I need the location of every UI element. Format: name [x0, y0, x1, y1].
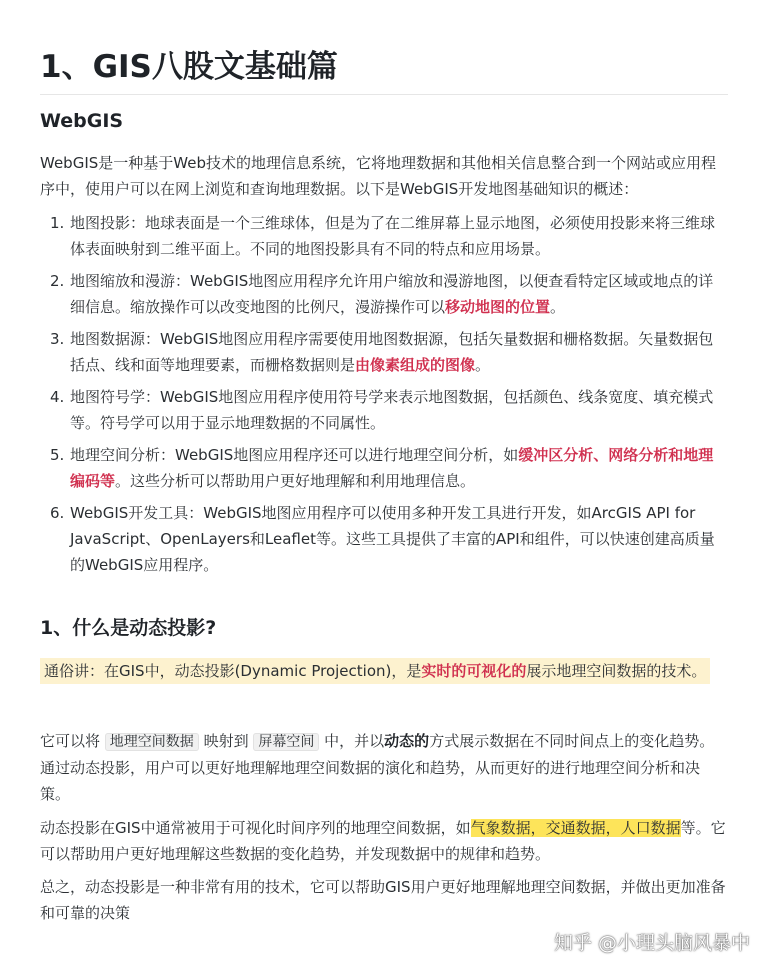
- inline-code-screen-space: 屏幕空间: [253, 733, 319, 751]
- section-heading-dynamic-projection: 1、什么是动态投影?: [40, 617, 217, 639]
- highlight-text: 移动地图的位置: [445, 298, 551, 316]
- bold-text: 动态的: [384, 732, 430, 750]
- list-item: 3. 地图数据源：WebGIS地图应用程序需要使用地图数据源，包括矢量数据和栅格数据。矢量数据包括点、线和面等地理要素，而栅格数据则是由像素组成的图像。: [50, 330, 714, 374]
- paragraph-usage: 动态投影在GIS中通常被用于可视化时间序列的地理空间数据，如气象数据，交通数据，人口数据等。它可以帮助用户更好地理解这些数据的变化趋势，并发现数据中的规律和趋势。: [40, 819, 726, 863]
- list-item: 6. WebGIS开发工具：WebGIS地图应用程序可以使用多种开发工具进行开发，如ArcGIS API for JavaScript、OpenLayers和Leaflet等。这些工具提供了丰富的API和组件，可以快速创建高质量的WebGIS应用程序。: [50, 504, 715, 574]
- intro-paragraph: WebGIS是一种基于Web技术的地理信息系统，它将地理数据和其他相关信息整合到一个网站或应用程序中，使用户可以在网上浏览和查询地理数据。以下是WebGIS开发地图基础知识的概述：: [40, 154, 716, 198]
- marked-text: 气象数据，交通数据，人口数据: [470, 819, 681, 837]
- list-item: 5. 地理空间分析：WebGIS地图应用程序还可以进行地理空间分析，如缓冲区分析、网络分析和地理编码等。这些分析可以帮助用户更好地理解和利用地理信息。: [50, 446, 714, 490]
- highlighted-quote: 通俗讲：在GIS中，动态投影(Dynamic Projection)，是实时的可视化的展示地理空间数据的技术。: [40, 658, 710, 684]
- inline-code-geodata: 地理空间数据: [105, 733, 199, 751]
- list-item: 4. 地图符号学：WebGIS地图应用程序使用符号学来表示地图数据，包括颜色、线条宽度、填充模式等。符号学可以用于显示地理数据的不同属性。: [50, 388, 714, 432]
- paragraph-mapping: 它可以将 地理空间数据 映射到 屏幕空间 中，并以动态的方式展示数据在不同时间点上的变化趋势。通过动态投影，用户可以更好地理解地理空间数据的演化和趋势，从而更好的进行地理空间分析和决策。: [40, 732, 715, 803]
- highlight-text: 由像素组成的图像: [355, 356, 476, 374]
- list-item: 1. 地图投影：地球表面是一个三维球体，但是为了在二维屏幕上显示地图，必须使用投影来将三维球体表面映射到二维平面上。不同的地图投影具有不同的特点和应用场景。: [50, 214, 716, 258]
- list-item: 2. 地图缩放和漫游：WebGIS地图应用程序允许用户缩放和漫游地图，以便查看特定区域或地点的详细信息。缩放操作可以改变地图的比例尺，漫游操作可以移动地图的位置。: [50, 272, 714, 316]
- highlight-text: 缓冲区分析、网络分析和地理编码等: [70, 446, 714, 490]
- page-title: 1、GIS八股文基础篇: [40, 46, 728, 95]
- paragraph-summary: 总之，动态投影是一种非常有用的技术，它可以帮助GIS用户更好地理解地理空间数据，并做出更加准备和可靠的决策: [40, 878, 726, 922]
- watermark: 知乎 @小理头脑风暴中: [553, 932, 750, 954]
- highlight-text: 实时的可视化的: [421, 662, 527, 680]
- section-heading-webgis: WebGIS: [40, 110, 124, 132]
- knowledge-list: [40, 210, 728, 584]
